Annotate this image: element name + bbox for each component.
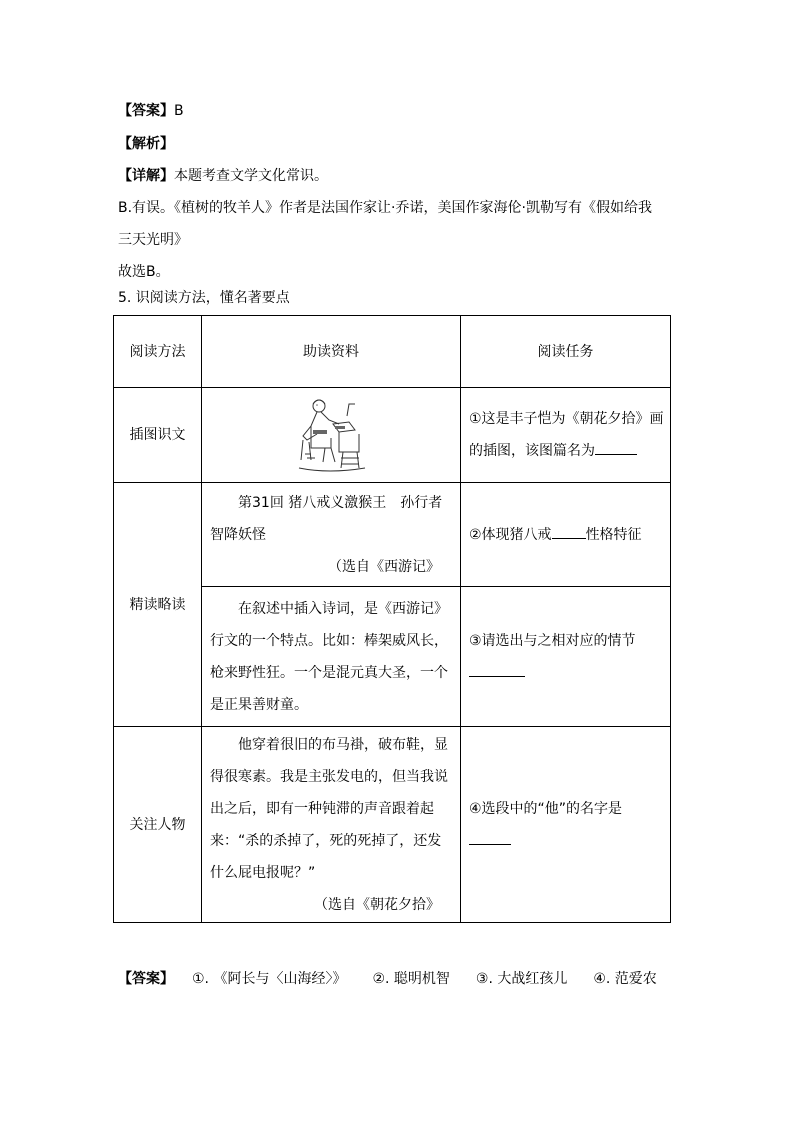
reading-person-illustration-icon [295,396,367,474]
source-character: （选自《朝花夕拾》 [314,896,440,913]
material-intensive-a: 第31回 猪八戒义激猴王 孙行者智降妖怪 [210,494,443,543]
table-row-illustration [114,388,671,483]
q5-answer-2: ②. 聪明机智 [372,971,450,987]
method-illustration: 插图识文 [114,388,202,483]
source-intensive-a: （选自《西游记》 [328,558,440,575]
material-illustration-cell [202,388,461,483]
reading-methods-table [113,315,671,923]
q4-explain-line1: B.有误。《植树的牧羊人》作者是法国作家让·乔诺，美国作家海伦·凯勒写有《假如给我 [118,200,652,216]
material-intensive-a-cell [202,483,461,587]
task-illustration-cell [461,388,671,483]
method-intensive: 精读略读 [114,483,202,727]
answer-blank [469,662,525,677]
task-intensive-a-text: ②体现猪八戒 [469,526,552,543]
q4-explain-line2: 三天光明》 [118,232,188,248]
detail-text: 本题考查文学文化常识。 [174,168,328,184]
q5-answer [118,963,678,995]
q4-answer-line [118,101,184,121]
task-intensive-b-cell [461,587,671,727]
task-character-text: ④选段中的“他”的名字是 [469,800,623,817]
answer-label: 【答案】 [118,103,174,119]
task-intensive-a-cell [461,483,671,587]
method-character: 关注人物 [114,727,202,923]
table-row-character [114,727,671,923]
q5-answer-4: ④. 范爱农 [593,971,657,987]
header-method: 阅读方法 [114,316,202,388]
task-intensive-a-suffix: 性格特征 [585,526,642,543]
answer-blank [469,830,511,845]
q5-answer-3: ③. 大战红孩儿 [475,971,568,987]
table-row-intensive-a [114,483,671,587]
material-intensive-b-cell [202,587,461,727]
q4-detail-line [118,166,328,186]
task-intensive-b-text: ③请选出与之相对应的情节 [469,632,636,649]
answer-value: B [174,103,184,119]
answer-blank [595,440,637,455]
answer-blank [552,524,586,539]
q5-answer-1: ①. 《阿长与〈山海经〉》 [192,971,347,987]
header-task: 阅读任务 [461,316,671,388]
table-header-row [114,316,671,388]
q5-answer-label: 【答案】 [118,971,174,987]
header-material: 助读资料 [202,316,461,388]
q4-conclusion: 故选B。 [118,264,170,280]
material-character: 他穿着很旧的布马褂，破布鞋，显得很寒素。我是主张发电的，但当我说出之后，即有一种钝滞的声音跟着起来：“杀的杀掉了，死的死掉了，还发什么屁电报呢？” [210,736,448,881]
material-character-cell [202,727,461,923]
q4-analysis-label: 【解析】 [118,136,174,152]
task-illustration-text: ①这是丰子恺为《朝花夕拾》画的插图，该图篇名为 [469,411,664,459]
detail-label: 【详解】 [118,168,174,184]
q5-title: 5. 识阅读方法，懂名著要点 [118,290,290,306]
task-character-cell [461,727,671,923]
material-intensive-b: 在叙述中插入诗词，是《西游记》行文的一个特点。比如：棒架威风长，枪来野性狂。一个是混元真大圣，一个是正果善财童。 [210,600,448,713]
